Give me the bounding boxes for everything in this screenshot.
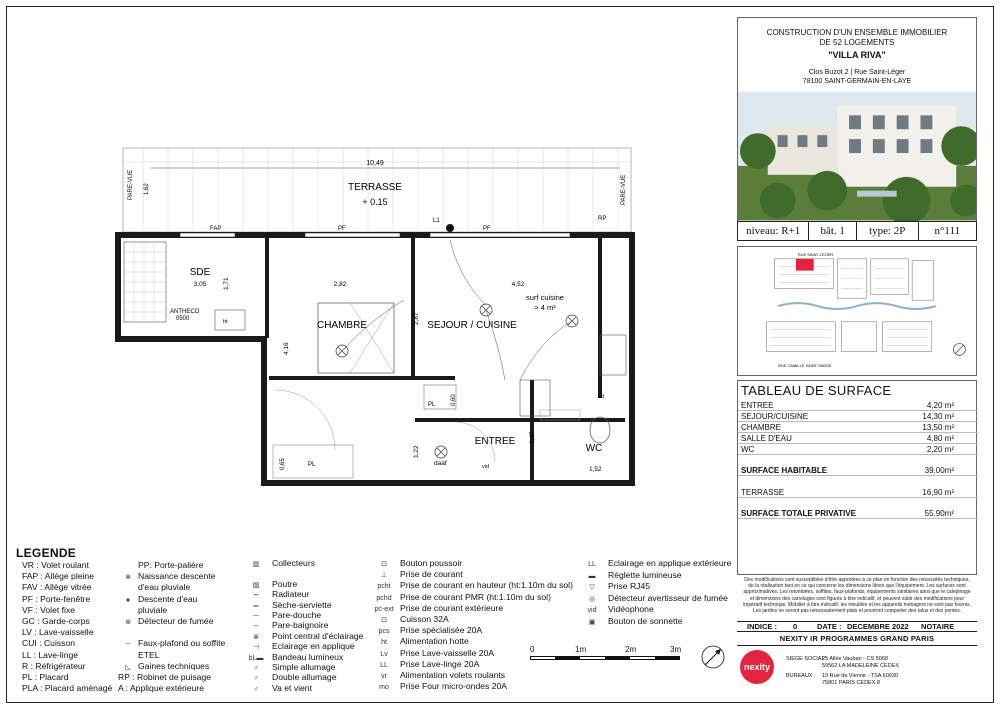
single-switch-icon: ♂ — [253, 664, 259, 672]
legend-item: ⊥ Prise de courant — [368, 569, 573, 580]
site-plan — [737, 246, 977, 376]
socket-high-icon: pcht — [377, 583, 391, 591]
wall-light-icon: ⊣ — [252, 644, 260, 652]
legend-item: pchd Prise de courant PMR (ht:1.10m du sol) — [368, 592, 573, 603]
light-strip-icon: bL▬ — [248, 654, 264, 662]
rp-label: RP — [598, 216, 607, 222]
push-button-icon: ⊡ — [381, 561, 387, 568]
project-address: 78100 SAINT-GERMAIN-EN-LAYE — [802, 78, 912, 85]
downpipe-icon: ● — [125, 596, 131, 604]
surface-row: ENTREE 4,20 m² — [738, 400, 978, 411]
legend-item: VF : Volet fixe — [22, 604, 76, 615]
surface-habitable-row: SURFACE HABITABLE 39.00m² — [738, 465, 978, 476]
north-arrow-icon — [698, 642, 728, 672]
legend-item: PF : Porte-fenêtre — [22, 593, 91, 604]
legend-item: pluviale — [138, 604, 168, 615]
legend-item: ▨ Poutre — [240, 579, 363, 589]
legend-item: ETEL — [138, 649, 160, 660]
socket-exterior-icon: pc-ext — [374, 605, 394, 613]
project-name: "VILLA RIVA" — [828, 50, 886, 60]
bath-screen-icon: ─ — [253, 623, 259, 631]
bed — [318, 303, 394, 373]
surface-row: CHAMBRE 13,50 m² — [738, 422, 978, 433]
surface-table — [737, 380, 977, 575]
indice-bar: INDICE : 0 DATE : DECEMBRE 2022 NOTAIRE — [737, 621, 977, 632]
legend-item: ┉ Radiateur — [240, 589, 363, 599]
sink — [520, 380, 550, 416]
dimension-label: 4,52 — [511, 281, 525, 288]
legend-item: vid Vidéophone — [576, 604, 731, 616]
apartment-highlight — [796, 259, 814, 271]
dimension-label: 4,16 — [283, 342, 290, 355]
legend-column-electrical — [368, 558, 573, 692]
surf-cuisine-label: surf cuisine — [526, 293, 564, 302]
terrace-level: + 0.15 — [362, 197, 388, 207]
dimension-label: 1,22 — [413, 445, 420, 458]
legend-item: R : Réfrigérateur — [22, 660, 86, 671]
legend-item — [118, 627, 225, 638]
legend-item: PP: Porte-palière — [138, 560, 204, 570]
legend-item: vr Alimentation volets roulants — [368, 670, 573, 681]
dimension-label: 1,62 — [144, 183, 150, 195]
type-cell: type: 2P — [857, 222, 918, 240]
dimension-label: 2,82 — [333, 281, 347, 288]
false-ceiling-icon: ┄ — [125, 641, 131, 649]
two-way-switch-icon: ♂ — [253, 685, 259, 693]
legend-column-symbols-2 — [240, 558, 363, 693]
room-label-chambre: CHAMBRE — [316, 320, 368, 331]
dimension-label: 10,49 — [366, 160, 384, 167]
shutter-power-icon: vr — [381, 672, 387, 680]
number-cell: n°111 — [934, 225, 961, 237]
scale-bar — [530, 645, 682, 668]
videophone-icon: vid — [587, 607, 597, 615]
room-sde — [124, 242, 245, 330]
legend-item: ◺ Gaines techniques — [118, 661, 225, 672]
scale-label: 1m — [575, 645, 587, 654]
nexity-logo: nexity — [740, 650, 774, 684]
street-label: RUE SAINT-LEGER — [797, 251, 834, 257]
videophone-label: vid — [482, 464, 490, 470]
radiator-icon: ┉ — [253, 592, 259, 600]
closet-label: PL — [308, 462, 316, 468]
legend-item: PLA : Placard aménagé — [22, 683, 113, 694]
legend-item: FAP : Allège pleine — [22, 571, 94, 582]
legend-item: mo Prise Four micro-ondes 20A — [368, 681, 573, 692]
legend-item: ─ Pare-baignoire — [240, 620, 363, 630]
legend-item: pc-ext Prise de courant extérieure — [368, 603, 573, 614]
smoke-detector-icon: ⊛ — [125, 618, 131, 626]
level-cell: niveau: R+1 — [738, 222, 809, 240]
apartment-info-bar — [737, 221, 977, 241]
legend-item: ♂ Va et vient — [240, 683, 363, 693]
disclaimer-text: Des modifications sont susceptibles d'être apportées à ce plan en fonction des nécessités techniques, de la réalisation tant en ce qui concerne les dimensions libres que l'équipement. Les surfaces sont approximatives. Les retombées, soffites, faux-plafonds, équipements sanitaires ainsi que le calepinage et dimensions des carrelages sont figurés à titre indicatif, et peuvent subir des modifications pour impératif technique. Mobilier à titre indicatif, les meubles et les appareils ménagers ne sont pas fournis. Les jardins ne seront pas nécessairement plats et pourront comporter des talus et des pentes. — [743, 577, 971, 615]
antheco-label: ANTHECO — [170, 309, 200, 315]
dishwasher-socket-icon: Lv — [380, 650, 388, 658]
terrace-label: TERRASSE — [348, 182, 402, 193]
smoke-alarm-icon: ◎ — [588, 595, 596, 603]
pare-vue-left: PARE-VUE — [128, 169, 134, 200]
pare-vue-right: PARE-VUE — [621, 174, 627, 205]
room-entree — [413, 422, 516, 470]
legend-item: ⊗ Point central d'éclairage — [240, 631, 363, 641]
room-label-sde: SDE — [189, 267, 211, 278]
legend-item: LV : Lave-vaisselle — [22, 627, 94, 638]
legend-item: ● Descente d'eau — [118, 594, 225, 605]
legend-item: ─ Pare-douche — [240, 610, 363, 620]
legend-item: LL : Lave-linge — [22, 649, 79, 660]
street-label: RUE CAMILLE SAINT-SAENS — [778, 363, 832, 369]
legend-item: bL▬ Bandeau lumineux — [240, 652, 363, 662]
legend-item: LL Prise Lave-linge 20A — [368, 659, 573, 670]
dimension-label: 3,05 — [193, 281, 207, 288]
exterior-light-icon: LL — [588, 561, 596, 568]
ceiling-light-icon: ⊗ — [253, 633, 259, 641]
legend-item: d'eau pluviale — [138, 582, 191, 593]
project-line: DE 52 LOGEMENTS — [819, 38, 895, 47]
daaf-label: daaf — [434, 460, 447, 467]
legend-item: VR : Volet roulant — [22, 560, 89, 570]
microwave-socket-icon: mo — [379, 684, 389, 692]
legend-item: PL : Placard — [22, 671, 69, 682]
legend-item: pcht Prise de courant en hauteur (ht:1.10m du sol) — [368, 580, 573, 591]
double-switch-icon: ♂ — [253, 675, 259, 683]
legend-item: ═ Sèche-serviette — [240, 600, 363, 610]
door-swing — [275, 390, 335, 450]
surface-terrasse-row: TERRASSE 16,90 m² — [738, 487, 978, 498]
terrace — [123, 148, 631, 232]
closet-label: PL — [428, 402, 436, 408]
legend-item: GC : Garde-corps — [22, 615, 90, 626]
building-cell: bât. 1 — [809, 222, 857, 240]
downpipe-start-icon: ⊗ — [125, 574, 131, 582]
legend-item: CUI : Cuisson — [22, 638, 76, 649]
socket-pmr-icon: pchd — [376, 594, 392, 602]
cooking-socket-icon: ⊡ — [381, 616, 387, 624]
surf-cuisine-value: > 4 m² — [534, 303, 556, 312]
promoter-name: NEXITY IR PROGRAMMES GRAND PARIS — [737, 632, 977, 646]
legend-item: ♂ Double allumage — [240, 672, 363, 682]
project-address: Clos Buzot 2 | Rue Saint-Léger — [808, 69, 906, 76]
special-socket-icon: pcs — [378, 628, 390, 636]
scale-label: 0 — [530, 645, 535, 654]
legend-item: ▽ Prise RJ45 — [576, 581, 731, 593]
legend-item: ⊛ Détecteur de fumée — [118, 616, 225, 627]
legend-item: A : Applique extérieure — [118, 683, 204, 694]
dimension-label: 0,65 — [280, 458, 286, 470]
l1-label: L1 — [433, 218, 440, 224]
towel-dryer-icon: ═ — [253, 602, 259, 610]
legend-item: FAV : Allège vitrée — [22, 582, 92, 593]
dimension-label: 1,45 — [529, 431, 536, 444]
surface-row: SEJOUR/CUISINE 14,30 m² — [738, 411, 978, 422]
bureaux-address: 19 Rue de Vienne - TSA 60030 75801 PARIS CEDEX 8 — [822, 673, 898, 686]
socket-icon: ⊥ — [380, 572, 388, 580]
legend-column-exterior — [576, 558, 731, 628]
legend-item: ⊗ Naissance descente — [118, 571, 225, 582]
surface-row: WC 2,20 m² — [738, 444, 978, 455]
legend-item: ▥ Collecteurs — [240, 558, 363, 568]
doorbell-icon: ▣ — [588, 618, 596, 626]
floor-plan — [110, 140, 640, 500]
legend-item: ♂ Simple allumage — [240, 662, 363, 672]
dimension-label: 1,52 — [589, 466, 602, 473]
washer-socket-icon: LL — [380, 661, 388, 669]
bureaux: BUREAUX : — [786, 673, 816, 679]
scale-label: 3m — [670, 645, 682, 654]
dimension-label: 0,60 — [451, 394, 457, 406]
legend-item: ⊡ Cuisson 32A — [368, 614, 573, 625]
beam-icon: ▨ — [252, 581, 260, 589]
legend-item: pcs Prise spécialisée 20A — [368, 625, 573, 636]
pf-label: PF — [483, 226, 491, 232]
legend-item: ⊣ Eclairage en applique — [240, 641, 363, 651]
rj45-icon: ▽ — [589, 584, 595, 592]
dimension-label: 1,71 — [223, 277, 230, 290]
legend-item: ▬ Réglette lumineuse — [576, 570, 731, 582]
project-line: CONSTRUCTION D'UN ENSEMBLE IMMOBILIER — [766, 28, 948, 37]
legend-item: ◎ Détecteur avertisseur de fumée — [576, 593, 731, 605]
cooktop — [600, 335, 626, 375]
manifold-icon: ▥ — [252, 561, 260, 568]
surface-row: SALLE D'EAU 4,80 m² — [738, 433, 978, 444]
stream — [778, 303, 936, 309]
scale-label: 2m — [625, 645, 637, 654]
exterior-light-icon — [446, 224, 454, 232]
siege-address: 25 Allée Vauban - CS 5068 59562 LA MADELEINE CEDEX — [822, 656, 900, 669]
legend-item: Lv Prise Lave-vaisselle 20A — [368, 648, 573, 659]
surface-table-title: TABLEAU DE SURFACE — [741, 383, 892, 398]
siege-social: SIEGE SOCIAL : — [786, 656, 828, 662]
light-bar-icon: ▬ — [588, 572, 596, 580]
dimension-label: 2,87 — [413, 312, 420, 325]
socket-label: ht — [223, 319, 228, 325]
surface-total-row: SURFACE TOTALE PRIVATIVE 55.90m² — [738, 508, 978, 519]
legend-item: ⊡ Bouton poussoir — [368, 558, 573, 569]
room-label-wc: WC — [585, 443, 603, 454]
legend-item: ▣ Bouton de sonnette — [576, 616, 731, 628]
legend-column-symbols-1 — [118, 560, 225, 694]
room-label-sejour: SEJOUR / CUISINE — [427, 320, 517, 331]
fap-label: FAP — [210, 226, 222, 232]
pf-label: PF — [338, 226, 346, 232]
legend-column-abbreviations — [22, 560, 112, 694]
room-label-entree: ENTREE — [474, 436, 516, 447]
antheco-label: 0500 — [176, 316, 190, 322]
legend-item: ┄ Faux-plafond ou soffite — [118, 638, 225, 649]
project-header — [737, 17, 977, 91]
legend-item: RP : Robinet de puisage — [118, 671, 212, 682]
legend-item: LL Eclairage en applique extérieure — [576, 558, 731, 570]
hood-socket-icon: ht — [381, 639, 387, 647]
socket-label: hd — [598, 394, 605, 400]
room-sejour — [413, 240, 626, 416]
shower-screen-icon: ─ — [253, 612, 259, 620]
technical-duct-icon: ◺ — [125, 663, 131, 671]
building-rendering — [737, 91, 977, 221]
legend-title: LEGENDE — [16, 546, 77, 560]
washbasin — [215, 310, 245, 330]
legend-item: ht Alimentation hotte — [368, 636, 573, 647]
